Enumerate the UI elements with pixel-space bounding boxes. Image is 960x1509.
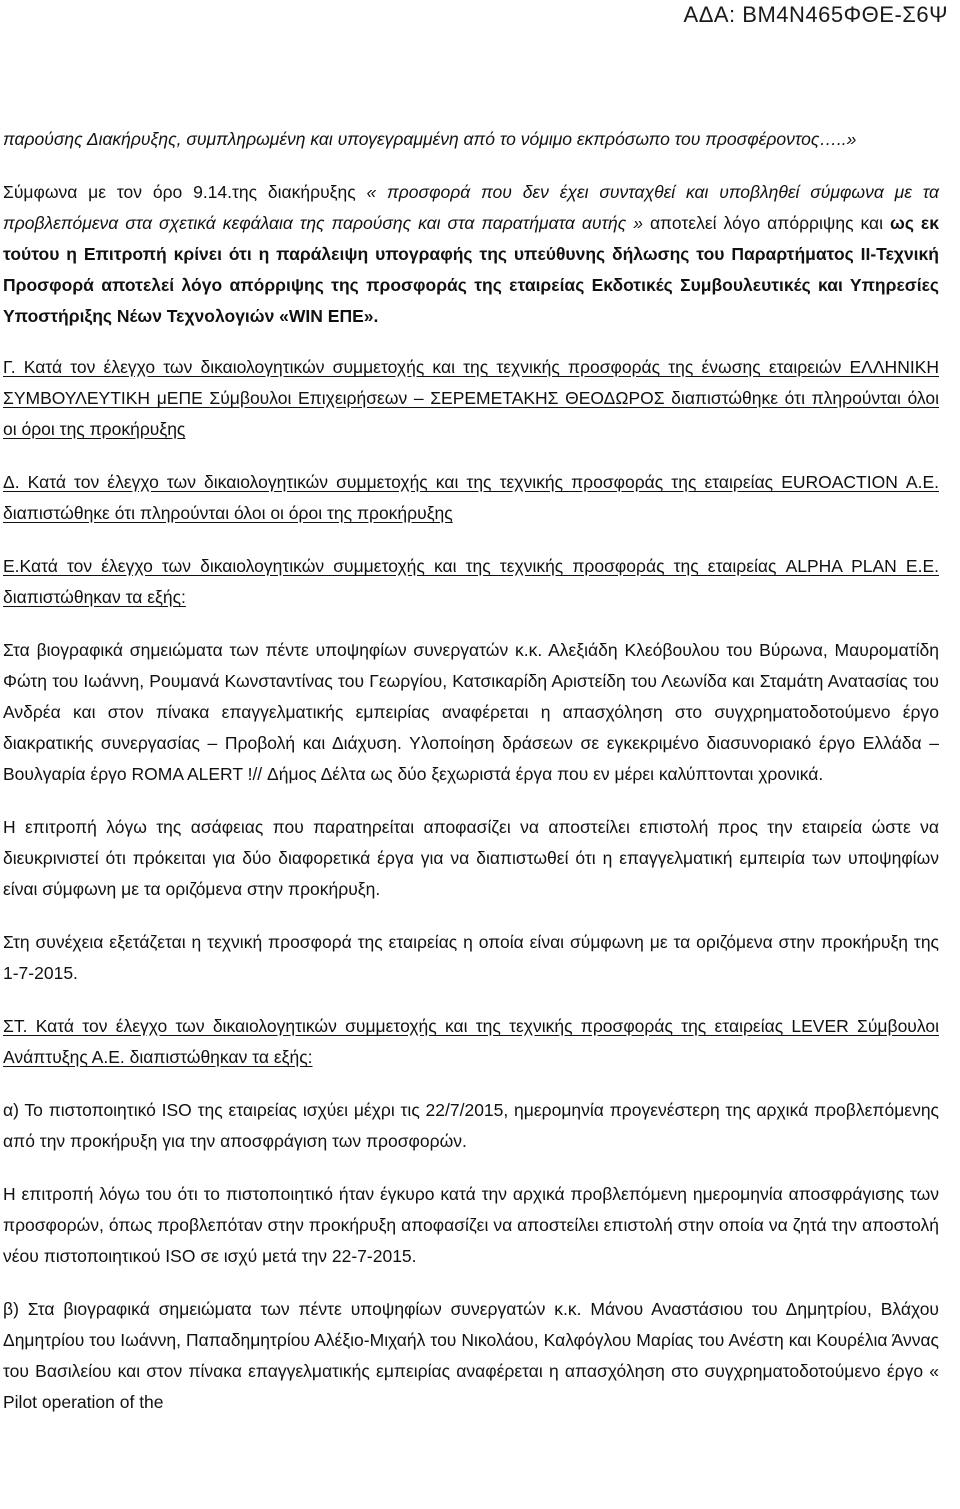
section-d: Δ. Κατά τον έλεγχο των δικαιολογητικών συμμετοχής και της τεχνικής προσφοράς της εταιρείας EUROACTION Α.Ε. διαπιστώθηκε ότι πληρούνται όλοι οι όροι της προκήρυξης	[3, 472, 939, 523]
paragraph-technical-offer: Στη συνέχεια εξετάζεται η τεχνική προσφορά της εταιρείας η οποία είναι σύμφωνη με τα οριζόμενα στην προκήρυξη της 1-7-2015.	[3, 932, 939, 983]
document-body	[3, 124, 939, 1440]
paragraph-committee-iso: Η επιτροπή λόγω του ότι το πιστοποιητικό ήταν έγκυρο κατά την αρχικά προβλεπόμενη ημερομηνία αποσφράγισης των προσφορών, όπως προβλεπόταν στην προκήρυξη αποφασίζει να αποστείλει επιστολή στην οποία να ζητά την αποστολή νέου πιστοποιητικού ISO σε ισχύ μετά την 22-7-2015.	[3, 1184, 939, 1266]
paragraph-intro: παρούσης Διακήρυξης, συμπληρωμένη και υπογεγραμμένη από το νόμιμο εκπρόσωπο του προσφέροντος…..»	[3, 129, 857, 149]
item-a-iso: α) Το πιστοποιητικό ISO της εταιρείας ισχύει μέχρι τις 22/7/2015, ημερομηνία προγενέστερη της αρχικά προβλεπόμενης από την προκήρυξη για την αποσφράγιση των προσφορών.	[3, 1100, 939, 1151]
paragraph-rejection	[3, 177, 939, 332]
paragraph-committee-letter: Η επιτροπή λόγω της ασάφειας που παρατηρείται αποφασίζει να αποστείλει επιστολή προς την εταιρεία ώστε να διευκρινιστεί ότι πρόκειται για δύο διαφορετικά έργα για να διαπιστωθεί ότι η επαγγελματική εμπειρία των υποψηφίων είναι σύμφωνη με τα οριζόμενα στην προκήρυξη.	[3, 817, 939, 899]
section-st: ΣΤ. Κατά τον έλεγχο των δικαιολογητικών συμμετοχής και της τεχνικής προσφοράς της εταιρείας LEVER Σύμβουλοι Ανάπτυξης Α.Ε. διαπιστώθηκαν τα εξής:	[3, 1016, 939, 1067]
rejection-lead: Σύμφωνα με τον όρο 9.14.της διακήρυξης	[3, 182, 356, 202]
section-g: Γ. Κατά τον έλεγχο των δικαιολογητικών συμμετοχής και της τεχνικής προσφοράς της ένωσης εταιρειών ΕΛΛΗΝΙΚΗ ΣΥΜΒΟΥΛΕΥΤΙΚΗ μΕΠΕ Σύμβουλοι Επιχειρήσεων – ΣΕΡΕΜΕΤΑΚΗΣ ΘΕΟΔΩΡΟΣ διαπιστώθηκε ότι πληρούνται όλοι οι όροι της προκήρυξης	[3, 357, 939, 439]
rejection-middle: αποτελεί λόγο απόρριψης και	[649, 213, 884, 233]
paragraph-cv-alpha: Στα βιογραφικά σημειώματα των πέντε υποψηφίων συνεργατών κ.κ. Αλεξιάδη Κλεόβουλου του Βύρωνα, Μαυροματίδη Φώτη του Ιωάννη, Ρουμανά Κωνσταντίνας του Γεωργίου, Κατσικαρίδη Αριστείδη του Λεωνίδα και Σταμάτη Ανατασίας του Ανδρέα και στον πίνακα επαγγελματικής εμπειρίας αναφέρεται η απασχόληση στο συγχρηματοδοτούμενο έργο διακρατικής συνεργασίας – Προβολή και Διάχυση. Υλοποίηση δράσεων σε εγκεκριμένο διασυνοριακό έργο Ελλάδα – Βουλγαρία έργο ROMA ALERT !// Δήμος Δέλτα ως δύο ξεχωριστά έργα που εν μέρει καλύπτονται χρονικά.	[3, 640, 939, 784]
section-e: Ε.Κατά τον έλεγχο των δικαιολογητικών συμμετοχής και της τεχνικής προσφοράς της εταιρείας ALPHA PLAN Ε.Ε. διαπιστώθηκαν τα εξής:	[3, 556, 939, 607]
item-b-cv: β) Στα βιογραφικά σημειώματα των πέντε υποψηφίων συνεργατών κ.κ. Μάνου Αναστάσιου του Δημητρίου, Βλάχου Δημητρίου του Ιωάννη, Παπαδημητρίου Αλέξιο-Μιχαήλ του Νικολάου, Καλφόγλου Μαρίας του Ανέστη και Κουρέλια Άννας του Βασιλείου και στον πίνακα επαγγελματικής εμπειρίας αναφέρεται η απασχόληση στο συγχρηματοδοτούμενο έργο « Pilot operation of the	[3, 1299, 939, 1412]
ada-code: ΑΔΑ: ΒΜ4Ν465ΦΘΕ-Σ6Ψ	[683, 2, 948, 27]
rejection-quote: « προσφορά που δεν έχει συνταχθεί και υποβληθεί σύμφωνα με τα προβλεπόμενα στα σχετικά κεφάλαια της παρούσης και στα παρατήματα αυτής »	[3, 182, 939, 233]
rejection-decision: ως εκ τούτου η Επιτροπή κρίνει ότι η παράλειψη υπογραφής της υπεύθυνης δήλωσης του Παραρτήματος ΙΙ-Τεχνική Προσφορά αποτελεί λόγο απόρριψης της προσφοράς της εταιρείας Εκδοτικές Συμβουλευτικές και Υπηρεσίες Υποστήριξης Νέων Τεχνολογιών «WIN ΕΠΕ».	[3, 213, 939, 326]
